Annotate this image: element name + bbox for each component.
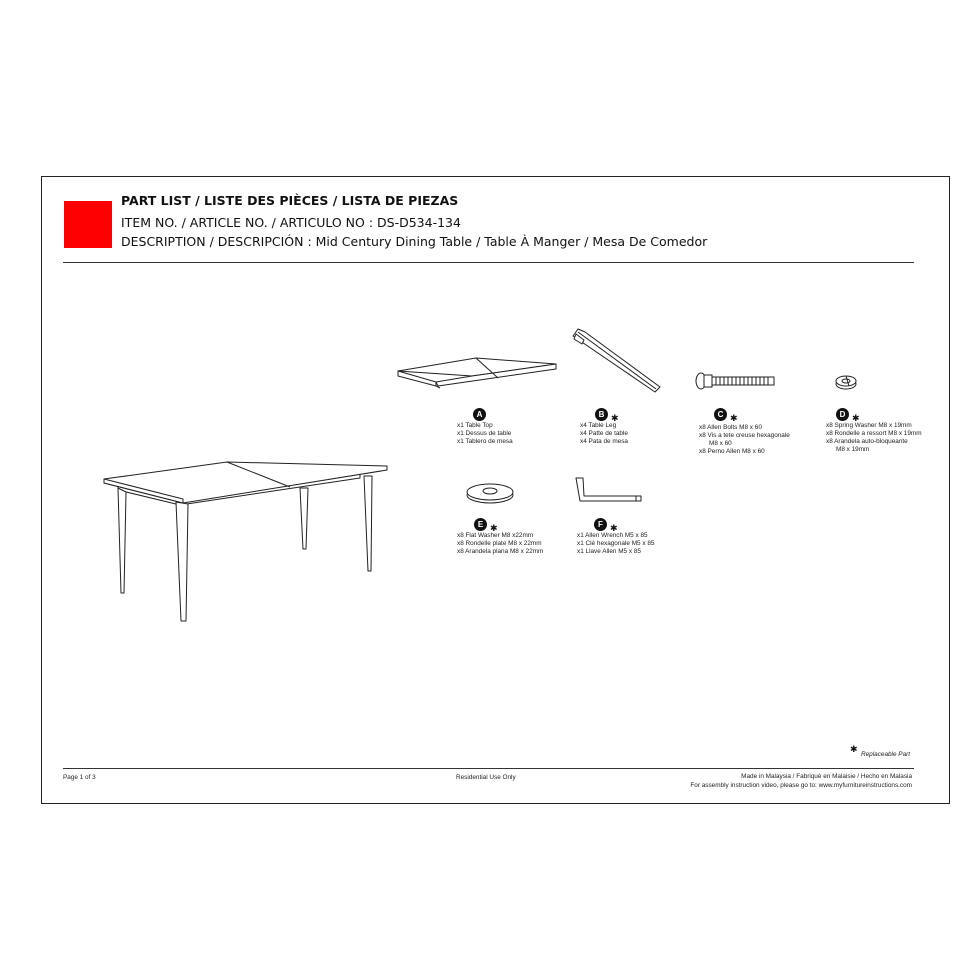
part-b-table-leg-drawing bbox=[573, 329, 660, 392]
part-c-badge: C bbox=[714, 408, 727, 421]
part-f-badge: F bbox=[594, 518, 607, 531]
part-e-replaceable-star-icon: ✱ bbox=[490, 523, 498, 533]
footer-right-info bbox=[690, 773, 912, 790]
product-description: DESCRIPTION / DESCRIPCIÓN : Mid Century Dining Table / Table À Manger / Mesa De Comedor bbox=[121, 234, 708, 249]
part-b-description: x4 Table Leg x4 Patte de table x4 Pata de mesa bbox=[580, 422, 628, 445]
part-b-replaceable-star-icon: ✱ bbox=[611, 413, 619, 423]
part-c-replaceable-star-icon: ✱ bbox=[730, 413, 738, 423]
item-number: ITEM NO. / ARTICLE NO. / ARTICULO NO : DS-D534-134 bbox=[121, 215, 461, 230]
part-d-badge: D bbox=[836, 408, 849, 421]
part-d-replaceable-star-icon: ✱ bbox=[852, 413, 860, 423]
part-d-spring-washer-drawing bbox=[836, 376, 856, 389]
assembly-video-link[interactable]: For assembly instruction video, please go to: www.myfurnitureinstructions.com bbox=[690, 781, 912, 789]
part-b-badge: B bbox=[595, 408, 608, 421]
part-e-flat-washer-drawing bbox=[467, 484, 513, 503]
replaceable-part-note: Replaceable Part bbox=[861, 751, 911, 758]
part-e-description: x8 Flat Washer M8 x22mm x8 Rondelle plate M8 x 22mm x8 Arandela plana M8 x 22mm bbox=[457, 532, 544, 555]
part-f-description: x1 Allen Wrench M5 x 85 x1 Clé hexagonale M5 x 85 x1 Llave Allen M5 x 85 bbox=[577, 532, 655, 555]
part-e-badge: E bbox=[474, 518, 487, 531]
part-a-badge: A bbox=[473, 408, 486, 421]
part-f-allen-wrench-drawing bbox=[576, 478, 641, 501]
part-list-title: PART LIST / LISTE DES PIÈCES / LISTA DE PIEZAS bbox=[121, 193, 459, 208]
part-c-allen-bolt-drawing bbox=[696, 373, 774, 389]
usage-note: Residential Use Only bbox=[456, 774, 516, 781]
assembled-table-illustration bbox=[104, 462, 387, 621]
part-a-table-top-drawing bbox=[398, 358, 556, 388]
part-c-description: x8 Allen Bolts M8 x 60 x8 Vis a tete creuse hexagonale M8 x 60 x8 Perno Allen M8 x 60 bbox=[699, 424, 790, 455]
made-in-note: Made in Malaysia / Fabriquè en Malaisie / Hecho en Malasia bbox=[741, 773, 912, 780]
part-d-description: x8 Spring Washer M8 x 19mm x8 Rondelle a ressort M8 x 19mm x8 Arandela auto-bloqueante M8 x 19mm bbox=[826, 422, 922, 453]
legend-star-icon: ✱ bbox=[850, 744, 858, 754]
part-a-description: x1 Table Top x1 Dessus de table x1 Tablero de mesa bbox=[457, 422, 513, 445]
part-f-replaceable-star-icon: ✱ bbox=[610, 523, 618, 533]
page-number: Page 1 of 3 bbox=[63, 774, 96, 781]
